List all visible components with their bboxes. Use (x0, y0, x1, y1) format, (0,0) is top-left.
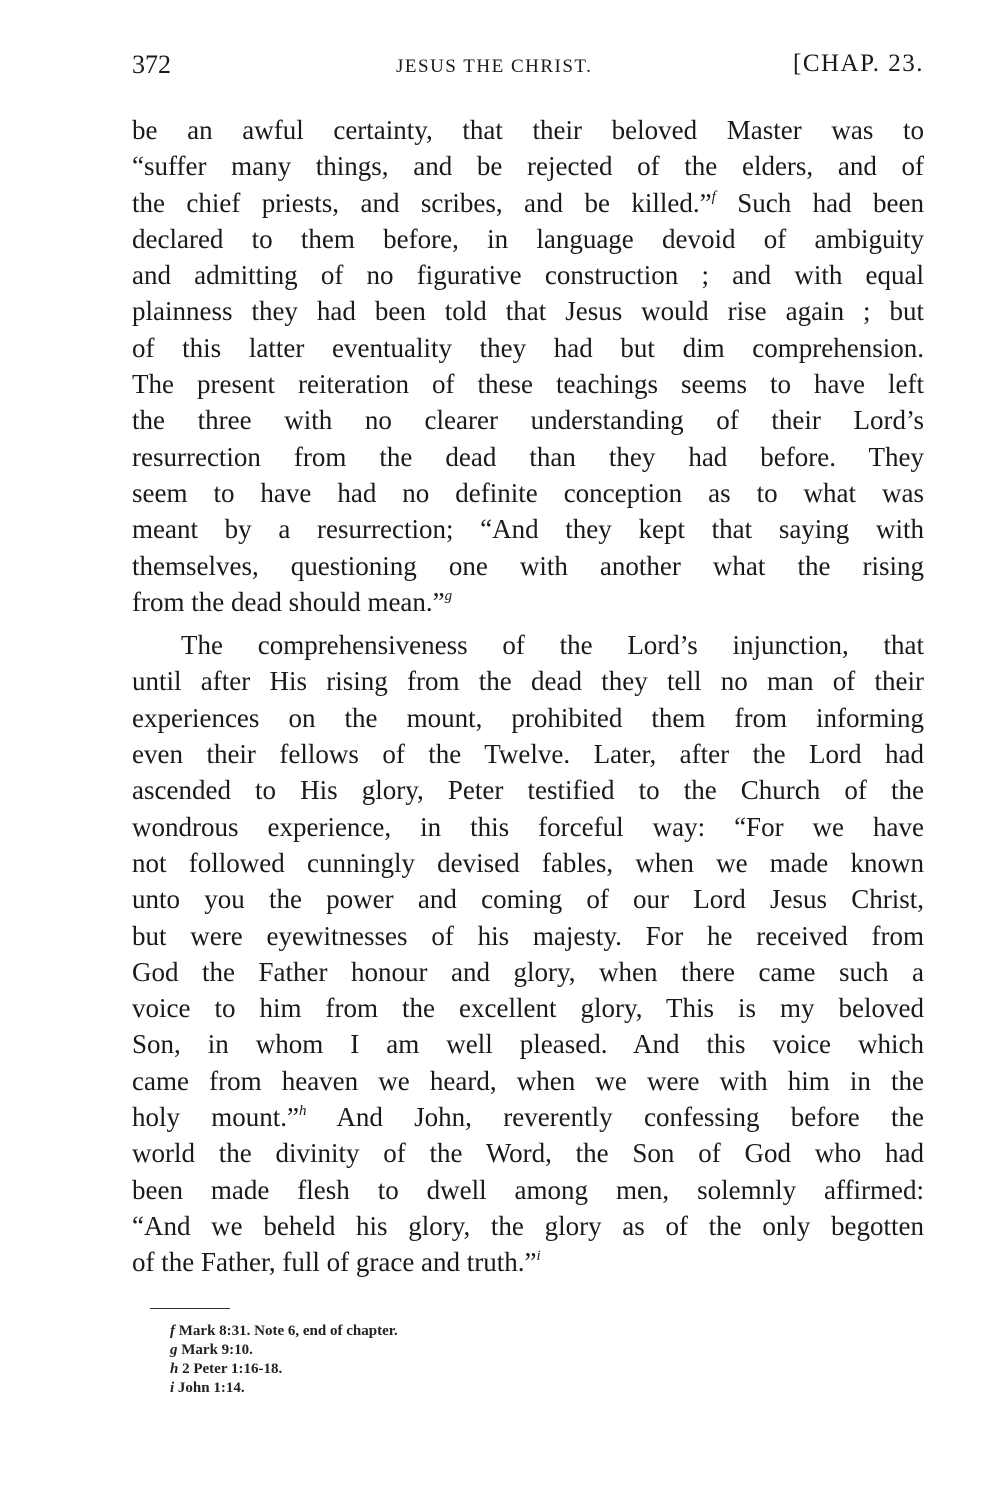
text-line: even their fellows of the Twelve. Later, after the Lord had (132, 739, 924, 770)
text-span: from the dead should mean.” (132, 586, 445, 617)
text-line (132, 1099, 924, 1135)
text-line: God the Father honour and glory, when there came such a (132, 956, 924, 987)
page-number: 372 (132, 50, 171, 79)
footnote-mark: g (444, 587, 453, 604)
page-header (132, 50, 924, 90)
footnote-letter: g (170, 1342, 178, 1358)
footnote-text: Mark 8:31. Note 6, end of chapter. (178, 1323, 398, 1339)
text-line: themselves, questioning one with another what the rising (132, 550, 924, 581)
chapter-label: [CHAP. 23. (793, 50, 924, 77)
text-line: wondrous experience, in this forceful way: “For we have (132, 811, 924, 842)
text-line: declared to them before, in language devoid of ambiguity (132, 223, 924, 254)
footnote-mark: f (711, 188, 716, 205)
text-line: The comprehensiveness of the Lord’s injunction, that (181, 630, 924, 661)
footnote-mark: i (536, 1248, 541, 1265)
text-line (132, 185, 924, 221)
footnote-mark: h (299, 1103, 307, 1120)
footnote-text: Mark 9:10. (181, 1342, 253, 1358)
text-span: of the Father, full of grace and truth.” (132, 1247, 537, 1278)
body-text (132, 112, 924, 1281)
running-title: JESUS THE CHRIST. (396, 56, 593, 77)
text-line: of this latter eventuality they had but dim comprehension. (132, 332, 924, 363)
text-line: voice to him from the excellent glory, This is my beloved (132, 993, 924, 1024)
text-line (132, 1244, 924, 1280)
text-line: experiences on the mount, prohibited them from informing (132, 702, 924, 733)
text-line: The present reiteration of these teachings seems to have left (132, 369, 924, 400)
footnote-letter: f (170, 1323, 175, 1339)
text-line: seem to have had no definite conception as to what was (132, 477, 924, 508)
text-line: unto you the power and coming of our Lord Jesus Christ, (132, 884, 924, 915)
text-line: came from heaven we heard, when we were with him in the (132, 1065, 924, 1096)
text-span: holy mount.” (132, 1102, 300, 1133)
text-line: ascended to His glory, Peter testified to the Church of the (132, 775, 924, 806)
text-line: but were eyewitnesses of his majesty. For he received from (132, 920, 924, 951)
text-line: the three with no clearer understanding of their Lord’s (132, 405, 924, 436)
text-span: And John, reverently confessing before the (306, 1102, 924, 1133)
text-line: not followed cunningly devised fables, when we made known (132, 847, 924, 878)
footnote-divider (150, 1308, 230, 1309)
text-line: until after His rising from the dead they tell no man of their (132, 666, 924, 697)
footnotes (170, 1322, 670, 1398)
footnote (170, 1322, 670, 1341)
text-line (132, 584, 924, 620)
footnote (170, 1379, 670, 1398)
text-line: “And we beheld his glory, the glory as of the only begotten (132, 1210, 924, 1241)
text-line: and admitting of no figurative construction ; and with equal (132, 260, 924, 291)
text-span: the chief priests, and scribes, and be killed.” (132, 187, 712, 218)
footnote-letter: h (170, 1361, 179, 1377)
text-line: been made flesh to dwell among men, solemnly affirmed: (132, 1174, 924, 1205)
footnote-text: John 1:14. (177, 1380, 245, 1396)
footnote-letter: i (170, 1380, 175, 1396)
text-span: Such had been (715, 187, 925, 218)
text-line: world the divinity of the Word, the Son of God who had (132, 1138, 924, 1169)
text-line: resurrection from the dead than they had before. They (132, 441, 924, 472)
text-line: “suffer many things, and be rejected of the elders, and of (132, 151, 924, 182)
paragraph-2 (132, 627, 924, 1280)
footnote (170, 1360, 670, 1379)
text-line: be an awful certainty, that their beloved Master was to (132, 115, 924, 145)
paragraph-1 (132, 112, 924, 620)
footnote-text: 2 Peter 1:16-18. (182, 1361, 283, 1377)
text-line: meant by a resurrection; “And they kept that saying with (132, 514, 924, 545)
text-line: plainness they had been told that Jesus would rise again ; but (132, 296, 924, 327)
text-line: Son, in whom I am well pleased. And this voice which (132, 1029, 924, 1060)
footnote (170, 1341, 670, 1360)
